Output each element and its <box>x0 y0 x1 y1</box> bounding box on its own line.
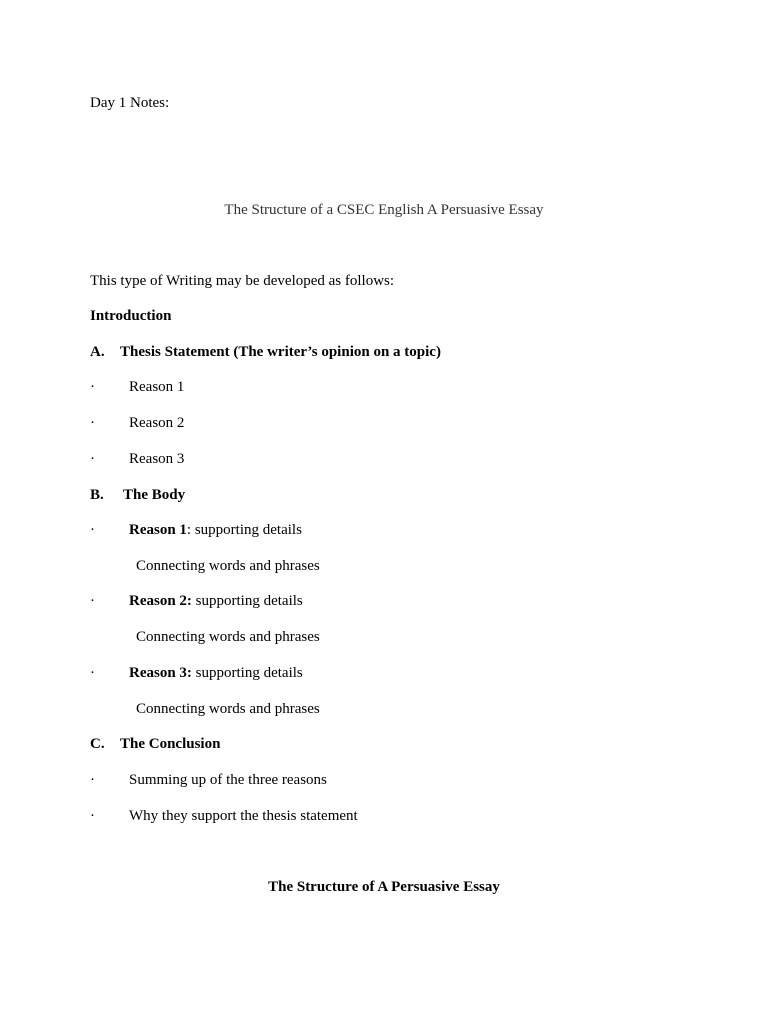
document-title: The Structure of a CSEC English A Persuasive Essay <box>224 202 544 218</box>
sub-item: Connecting words and phrases <box>136 701 320 717</box>
section-c-heading: The Conclusion <box>120 736 221 752</box>
bullet-icon: · <box>90 522 95 538</box>
section-a-letter: A. <box>90 344 105 360</box>
reason-text: supporting details <box>191 665 303 681</box>
list-item: Reason 2 <box>129 415 185 431</box>
bullet-icon: · <box>90 665 95 681</box>
sub-item: Connecting words and phrases <box>136 629 320 645</box>
reason-text: supporting details <box>191 593 303 609</box>
reason-text: : supporting details <box>186 522 302 538</box>
day-notes-label: Day 1 Notes: <box>90 95 170 111</box>
section-b-heading: The Body <box>123 487 186 503</box>
reason-label: Reason 3: <box>129 665 192 681</box>
list-item: Reason 1 <box>129 379 185 395</box>
bullet-icon: · <box>90 451 95 467</box>
section-a-heading: Thesis Statement (The writer’s opinion on a topic) <box>120 344 441 360</box>
reason-label: Reason 2: <box>129 593 192 609</box>
bullet-icon: · <box>90 808 95 824</box>
bullet-icon: · <box>90 772 95 788</box>
list-item: Why they support the thesis statement <box>129 808 358 824</box>
list-item: Reason 3 <box>129 451 185 467</box>
reason-label: Reason 1 <box>129 522 187 538</box>
sub-item: Connecting words and phrases <box>136 558 320 574</box>
intro-sentence: This type of Writing may be developed as follows: <box>90 273 395 289</box>
list-item <box>129 592 303 610</box>
footer-title: The Structure of A Persuasive Essay <box>268 879 500 895</box>
list-item <box>129 521 302 539</box>
list-item: Summing up of the three reasons <box>129 772 327 788</box>
introduction-heading: Introduction <box>90 308 172 324</box>
bullet-icon: · <box>90 379 95 395</box>
section-b-letter: B. <box>90 487 104 503</box>
bullet-icon: · <box>90 593 95 609</box>
list-item <box>129 664 303 682</box>
section-c-letter: C. <box>90 736 105 752</box>
bullet-icon: · <box>90 415 95 431</box>
